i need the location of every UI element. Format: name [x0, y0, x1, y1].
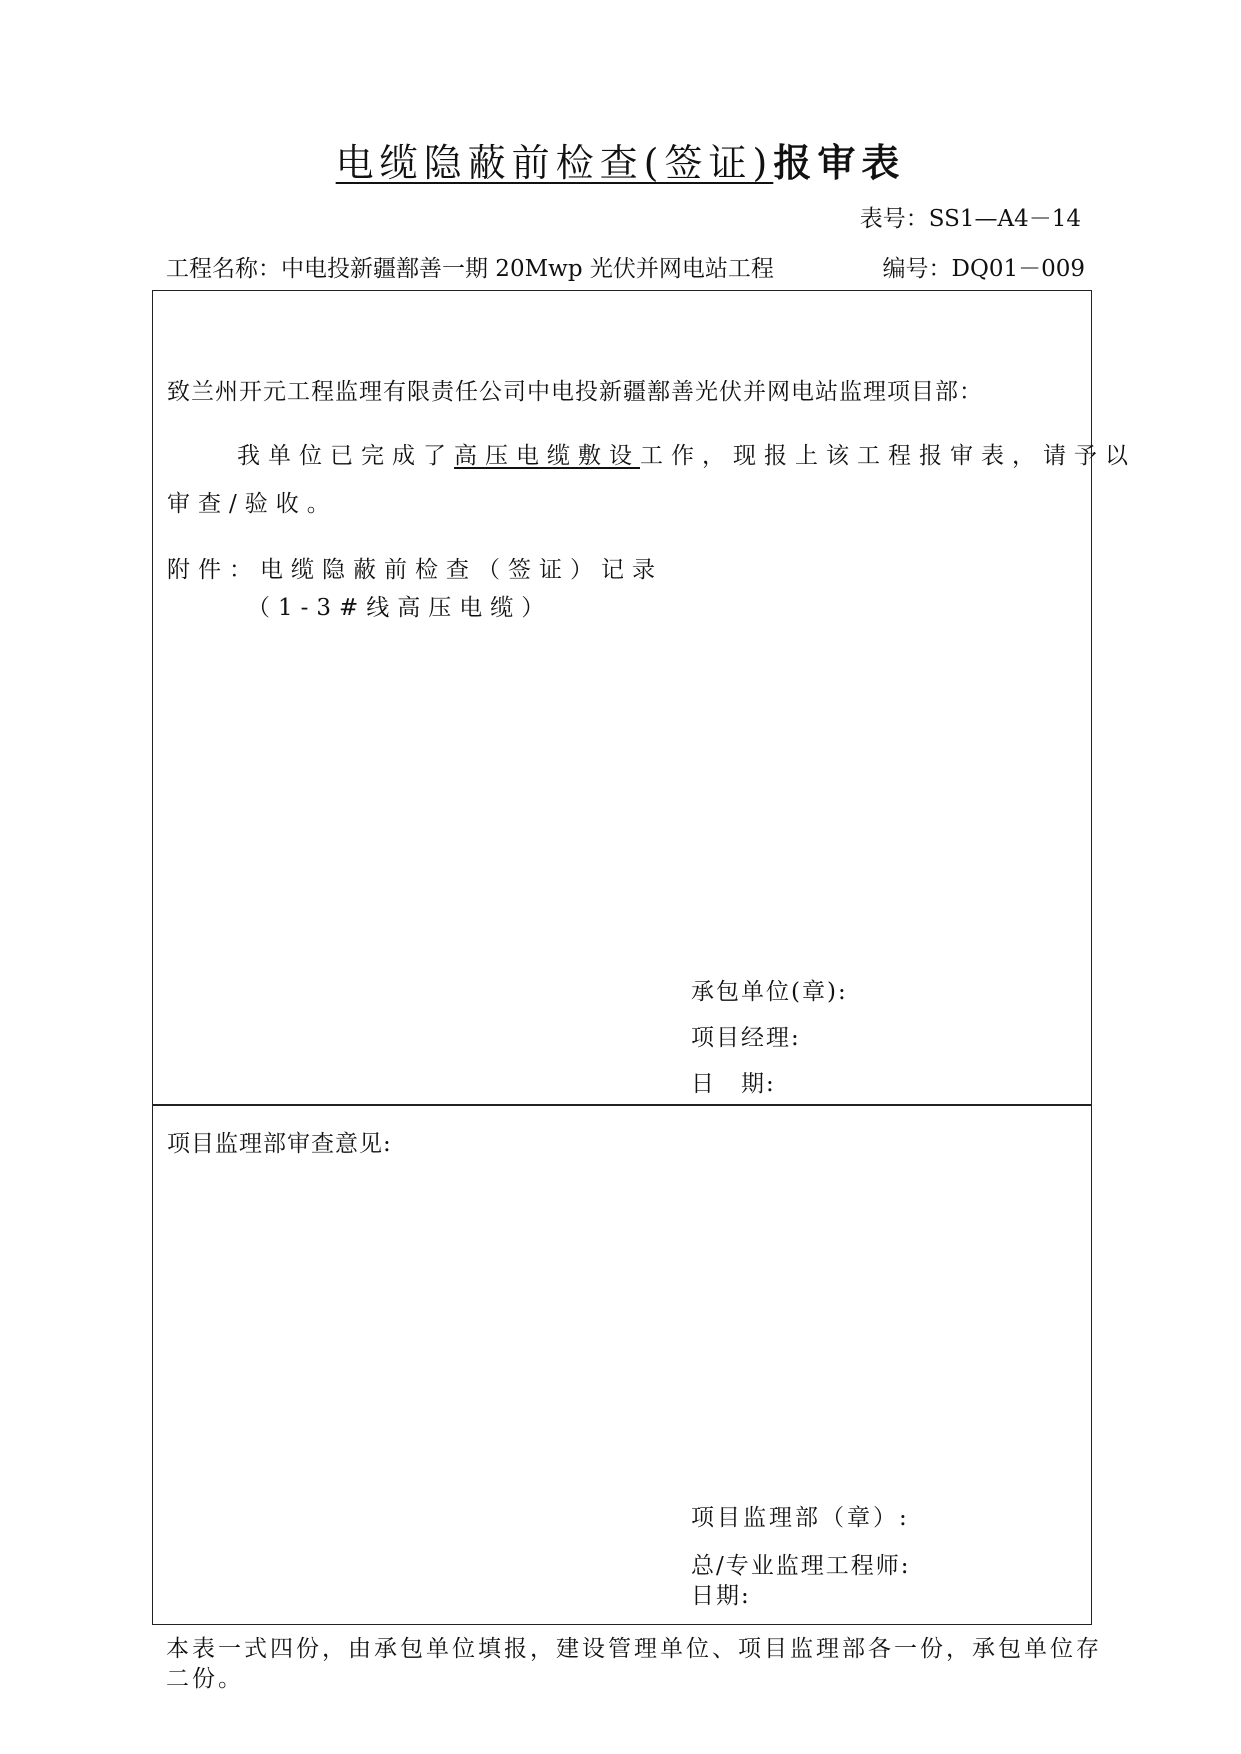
contractor-seal-label: 承包单位(章):	[691, 979, 848, 1005]
footnote-line2: 二份。	[166, 1666, 244, 1692]
serial-label: 编号：	[882, 256, 952, 282]
application-body-line2: 审查/验收。	[167, 491, 338, 517]
project-name-line	[166, 250, 774, 283]
body-prefix: 我单位已完成了	[237, 443, 454, 469]
title-underlined-part: 电缆隐蔽前检查(签证)	[335, 141, 774, 185]
supervision-dept-seal-label: 项目监理部（章）:	[691, 1505, 910, 1531]
application-section	[152, 290, 1136, 1106]
body-suffix: 工作，现报上该工程报审表，请予以	[640, 443, 1136, 469]
serial-number	[883, 250, 1085, 283]
contractor-date-label: 日 期:	[691, 1071, 776, 1097]
form-number: 表号：SS1—A4－14	[859, 206, 1081, 232]
supervision-date-label: 日期:	[691, 1583, 751, 1609]
footnote-line1: 本表一式四份，由承包单位填报，建设管理单位、项目监理部各一份，承包单位存	[166, 1636, 1102, 1662]
serial-value: DQ01－009	[951, 256, 1085, 282]
review-opinion-heading: 项目监理部审查意见:	[167, 1131, 392, 1157]
document-title	[0, 132, 1241, 187]
attachment-line: 附件：电缆隐蔽前检查（签证）记录	[167, 557, 663, 583]
supervision-section	[152, 1104, 1092, 1625]
attachment-sub: （1-3#线高压电缆）	[247, 595, 553, 621]
title-bold-part: 报审表	[773, 140, 906, 185]
work-item-underlined: 高压电缆敷设	[454, 443, 640, 469]
application-body-line1	[237, 437, 1136, 470]
addressee: 致兰州开元工程监理有限责任公司中电投新疆鄯善光伏并网电站监理项目部：	[167, 379, 983, 405]
project-name-label: 工程名称：	[166, 256, 281, 282]
project-name-value: 中电投新疆鄯善一期 20Mwp 光伏并网电站工程	[281, 256, 774, 282]
supervision-engineer-label: 总/专业监理工程师:	[691, 1553, 911, 1579]
project-manager-label: 项目经理:	[691, 1025, 801, 1051]
